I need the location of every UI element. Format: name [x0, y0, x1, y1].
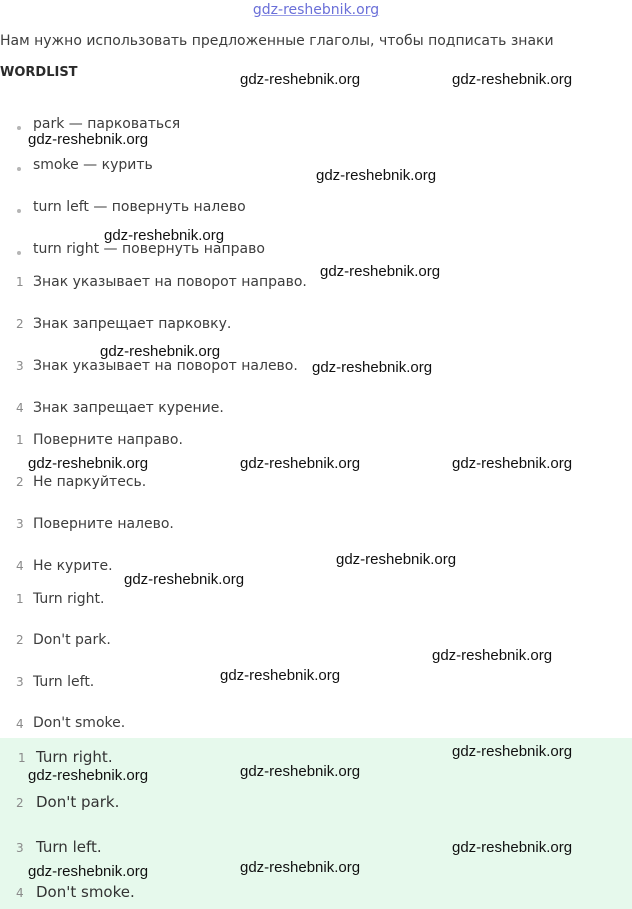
translation-item: Не паркуйтесь. [33, 474, 147, 490]
final-answer-item: Don't park. [36, 793, 120, 811]
list-number: 2 [16, 317, 24, 331]
answer-item: Turn right. [33, 591, 105, 607]
watermark: gdz-reshebnik.org [28, 767, 149, 784]
translation-item: Поверните направо. [33, 432, 183, 448]
list-number: 3 [16, 675, 24, 689]
list-number: 1 [18, 751, 26, 765]
description-item: Знак запрещает парковку. [33, 316, 232, 332]
translation-item: Не курите. [33, 558, 113, 574]
bullet-dot-icon [17, 251, 21, 255]
watermark: gdz-reshebnik.org [100, 343, 221, 360]
watermark: gdz-reshebnik.org [316, 167, 437, 184]
list-number: 3 [16, 841, 24, 855]
list-number: 2 [16, 796, 24, 810]
watermark: gdz-reshebnik.org [312, 359, 433, 376]
watermark: gdz-reshebnik.org [28, 131, 149, 148]
description-item: Знак указывает на поворот налево. [33, 358, 298, 374]
list-number: 1 [16, 275, 24, 289]
wordlist-item: turn right — повернуть направо [33, 241, 265, 257]
wordlist-item: park — парковаться [33, 116, 181, 132]
list-number: 3 [16, 359, 24, 373]
bullet-dot-icon [17, 209, 21, 213]
intro-text: Нам нужно использовать предложенные глаголы, чтобы подписать знаки [0, 33, 554, 49]
list-number: 4 [16, 717, 24, 731]
answer-item: Don't park. [33, 632, 111, 648]
watermark: gdz-reshebnik.org [452, 71, 573, 88]
list-number: 4 [16, 886, 24, 900]
final-answer-item: Turn right. [36, 748, 113, 766]
wordlist-item: smoke — курить [33, 157, 153, 173]
list-number: 2 [16, 475, 24, 489]
watermark: gdz-reshebnik.org [240, 859, 361, 876]
bullet-dot-icon [17, 167, 21, 171]
site-header-link[interactable]: gdz-reshebnik.org [252, 2, 380, 18]
list-number: 1 [16, 433, 24, 447]
watermark: gdz-reshebnik.org [452, 743, 573, 760]
watermark: gdz-reshebnik.org [336, 551, 457, 568]
list-number: 4 [16, 559, 24, 573]
description-item: Знак указывает на поворот направо. [33, 274, 307, 290]
wordlist-item: turn left — повернуть налево [33, 199, 246, 215]
answer-item: Turn left. [33, 674, 95, 690]
list-number: 2 [16, 633, 24, 647]
list-number: 3 [16, 517, 24, 531]
watermark: gdz-reshebnik.org [220, 667, 341, 684]
watermark: gdz-reshebnik.org [104, 227, 225, 244]
bullet-dot-icon [17, 126, 21, 130]
watermark: gdz-reshebnik.org [320, 263, 441, 280]
watermark: gdz-reshebnik.org [124, 571, 245, 588]
watermark: gdz-reshebnik.org [240, 71, 361, 88]
watermark: gdz-reshebnik.org [432, 647, 553, 664]
description-item: Знак запрещает курение. [33, 400, 224, 416]
watermark: gdz-reshebnik.org [240, 455, 361, 472]
list-number: 4 [16, 401, 24, 415]
translation-item: Поверните налево. [33, 516, 174, 532]
list-number: 1 [16, 592, 24, 606]
answer-item: Don't smoke. [33, 715, 126, 731]
watermark: gdz-reshebnik.org [28, 863, 149, 880]
watermark: gdz-reshebnik.org [240, 763, 361, 780]
watermark: gdz-reshebnik.org [28, 455, 149, 472]
wordlist-title: WORDLIST [0, 65, 78, 80]
final-answer-item: Turn left. [36, 838, 102, 856]
final-answer-item: Don't smoke. [36, 883, 135, 901]
watermark: gdz-reshebnik.org [452, 455, 573, 472]
watermark: gdz-reshebnik.org [452, 839, 573, 856]
